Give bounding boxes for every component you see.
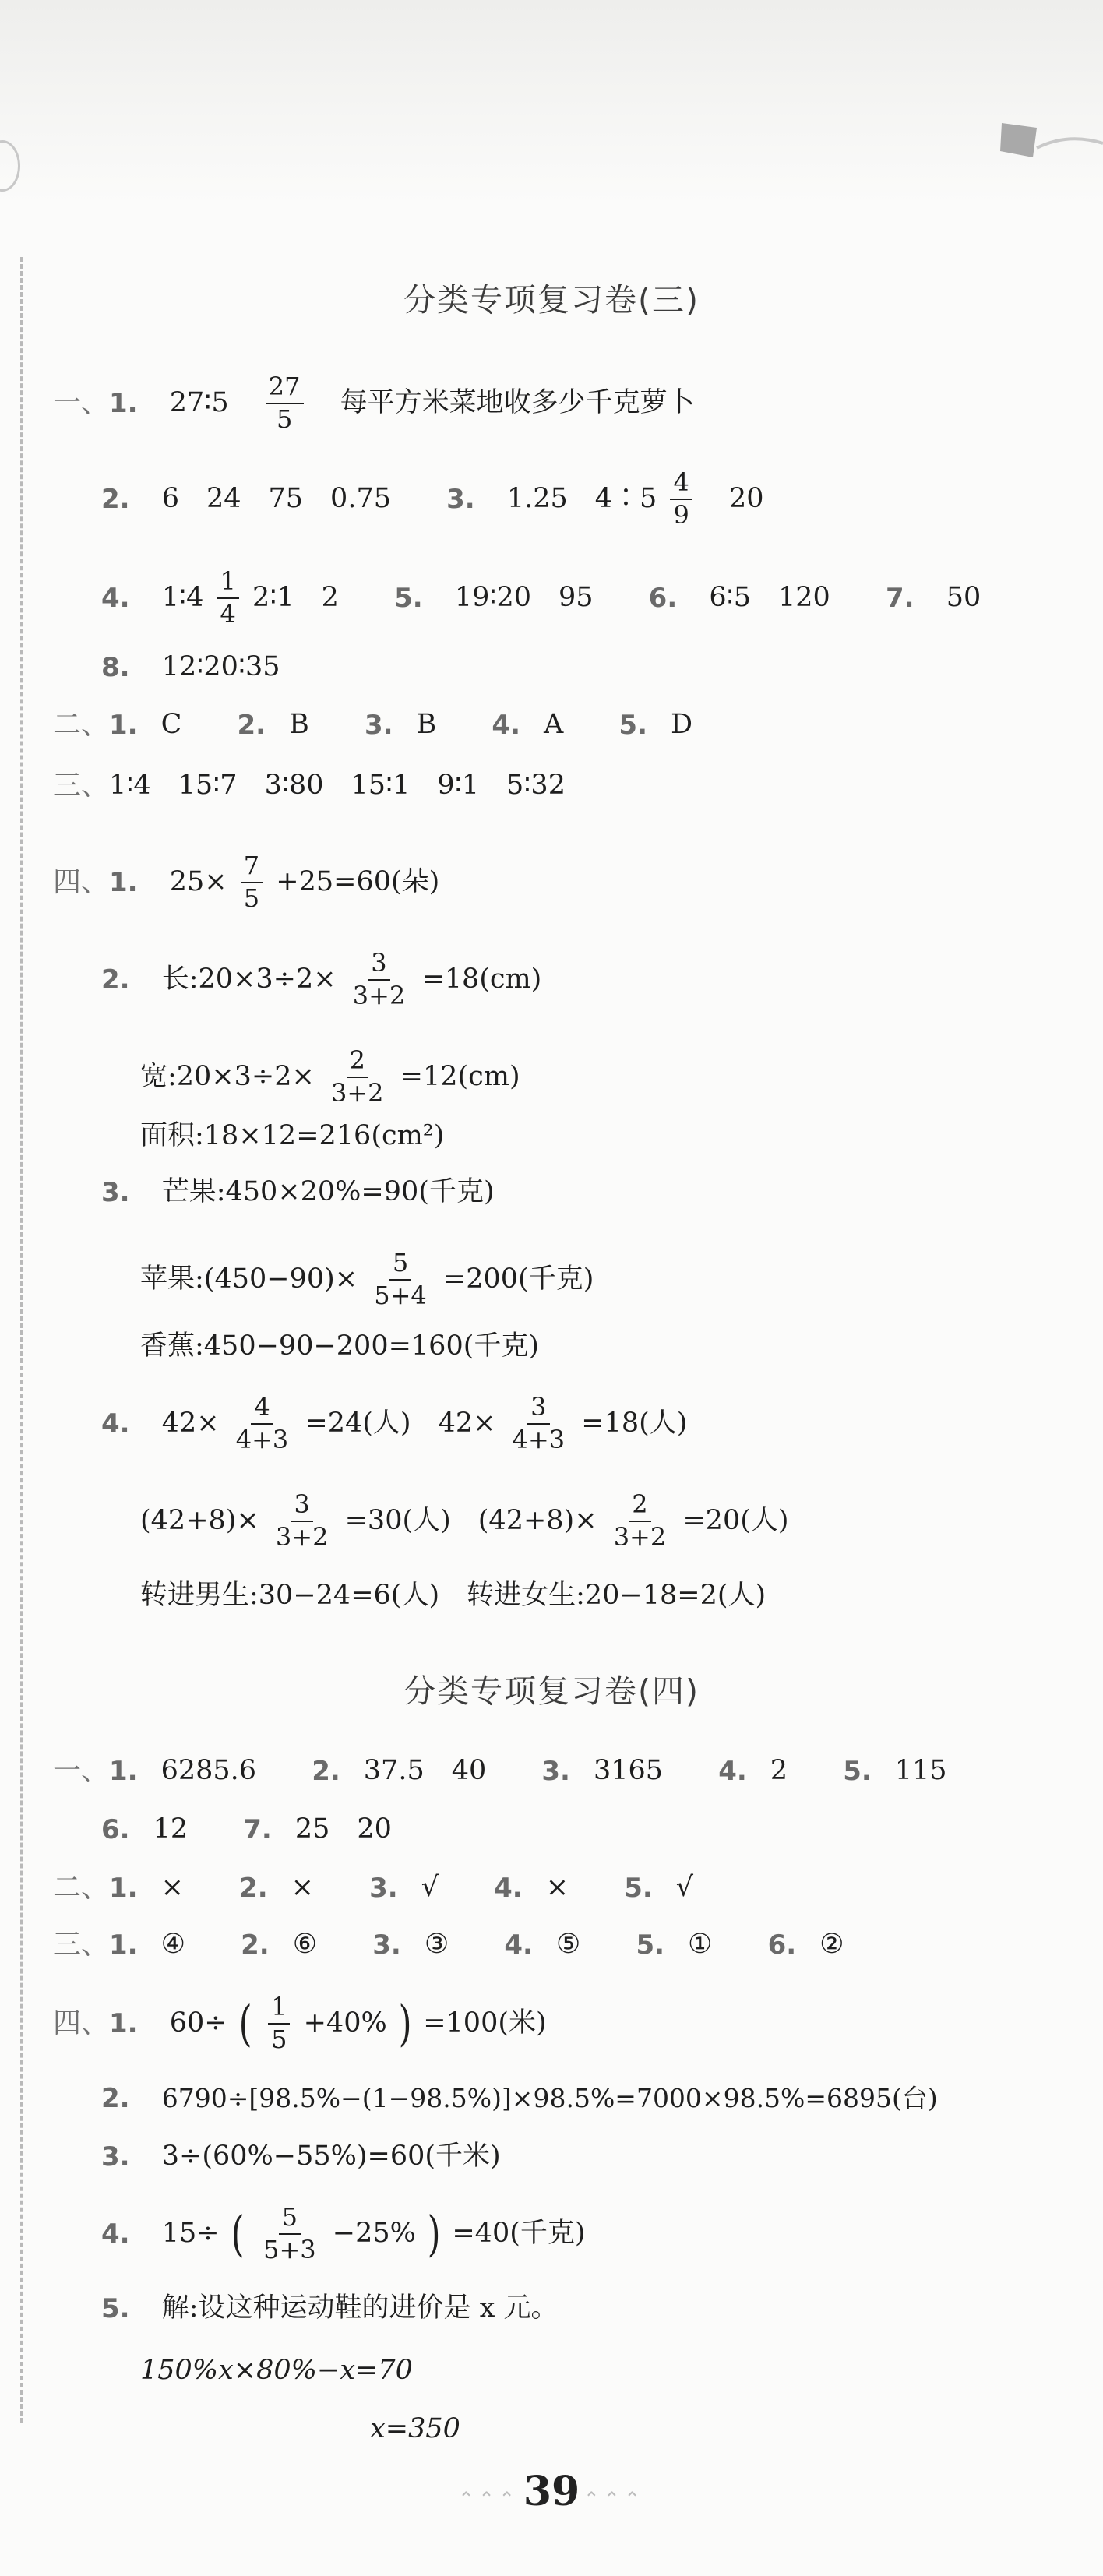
expr-text: =18(人) [581,1408,688,1440]
answer-text: 20 [728,483,764,515]
answer-text: √ [421,1872,439,1903]
expr-text: 转进男生:30−24=6(人) 转进女生:20−18=2(人) [140,1580,766,1611]
expr-text: 宽:20×3÷2× [140,1061,315,1093]
answer-text: B [289,709,309,740]
q-number: 4. [492,709,520,741]
part-marker: 二、 [53,708,110,741]
answer-line-3-4-2a [101,950,541,1009]
q-number: 5. [394,582,423,614]
q-number: 3. [101,1176,130,1208]
answer-text: 1∶4 15∶7 3∶80 15∶1 9∶1 5∶32 [109,770,566,801]
q-number: 3. [541,1755,570,1787]
q-number: 5. [636,1929,665,1961]
q-number: 2. [101,964,130,996]
expr-text: (42+8)× [140,1505,259,1537]
part-marker: 一、 [53,386,110,419]
expr-text: 苹果:(450−90)× [140,1263,358,1295]
part-marker: 三、 [53,1928,110,1961]
answer-text: 50 [946,582,981,614]
fraction: $\frac{7}{5}$ [241,853,263,911]
answer-text: ⑤ [555,1929,581,1960]
q-number: 1. [109,2007,138,2039]
expr-text: 150%x×80%−x=70 [140,2355,413,2386]
answer-line-3-4-3b [140,1250,594,1309]
q-number: 2. [239,1872,268,1904]
expr-text: 长:20×3÷2× [161,964,337,996]
expr-text: 15÷ [161,2218,220,2250]
section-title-4: 分类专项复习卷(四) [403,1672,700,1710]
q-number: 6. [767,1929,797,1961]
fraction: $\frac{1}{5}$ [268,1994,290,2053]
answer-line-4-2 [53,1873,693,1902]
answer-text: B [416,709,437,740]
part-marker: 四、 [53,2007,110,2039]
answer-line-4-4-4 [101,2204,586,2263]
answer-line-4-1b [101,1815,392,1843]
answer-line-3-4-1 [53,853,439,911]
q-number: 1. [109,866,138,898]
dashed-margin-rule [20,257,23,2423]
answer-text: 12∶20∶35 [161,651,280,682]
answer-text: 2∶1 2 [252,582,339,614]
expr-text: 香蕉:450−90−200=160(千克) [140,1330,540,1362]
answer-line-3-1-1 [53,374,695,432]
expr-text: 芒果:450×20%=90(千克) [161,1176,495,1207]
expr-text: 25× [169,866,227,898]
expr-text: 面积:18×12=216(cm²) [140,1120,445,1151]
expr-text: =40(千克) [452,2218,586,2250]
q-number: 1. [109,1755,138,1787]
expr-text: =18(cm) [421,964,542,996]
q-number: 4. [718,1755,747,1787]
answer-text: 每平方米菜地收多少千克萝卜 [340,387,695,419]
answer-text: D [671,709,693,740]
answer-text: A [544,709,564,740]
fraction: $\frac{3}{4+3}$ [512,1392,566,1454]
answer-line-3-4-4b [140,1489,789,1552]
q-number: 3. [372,1929,401,1961]
answer-line-3-4-2b [140,1045,520,1108]
expr-text: =100(米) [423,2007,547,2039]
page-number: 39 [523,2468,580,2515]
answer-text: 1∶4 [161,582,204,614]
q-number: 8. [101,651,130,683]
answer-text: × [291,1872,314,1903]
answer-text: 1.25 4∶5 [506,483,657,515]
answer-line-3-4-4c [140,1581,766,1609]
fraction: $\frac{4}{9}$ [670,470,692,528]
expr-text: =30(人) (42+8)× [344,1505,597,1537]
page-top-shadow [0,0,1103,203]
expr-text: +40% [303,2007,387,2039]
expr-text: 60÷ [169,2007,227,2039]
q-number: 4. [101,1408,130,1440]
q-number: 5. [618,709,647,741]
part-marker: 二、 [53,1871,110,1904]
fraction: $\frac{3}{3+2}$ [352,948,406,1010]
page-curl-decoration [994,117,1103,164]
answer-line-3-4-3a [101,1178,495,1206]
fraction: $\frac{2}{3+2}$ [613,1489,667,1552]
answer-text: √ [675,1872,694,1903]
q-number: 1. [109,709,138,741]
q-number: 7. [885,582,914,614]
answer-text: 2 [770,1755,788,1786]
answer-line-3-3 [53,771,566,800]
q-number: 2. [237,709,266,741]
answer-text: 115 [894,1755,947,1786]
q-number: 1. [109,1929,138,1961]
answer-text: × [545,1872,569,1903]
expr-text: =24(人) 42× [305,1408,496,1440]
answer-text: 12 [153,1813,189,1845]
expr-text: 42× [161,1408,220,1440]
fraction: $\frac{2}{3+2}$ [330,1045,384,1108]
footer-ornament-left: ⌃⌃⌃ [458,2488,520,2510]
expr-text: −25% [332,2218,416,2250]
answer-text: 27∶5 [169,387,229,419]
big-paren-left: ( [238,1994,252,2052]
expr-text: +25=60(朵) [276,866,440,898]
answer-line-3-4-2c [140,1122,444,1150]
answer-line-4-4-1 [53,1994,547,2053]
answer-text: C [160,709,182,740]
fraction: $\frac{3}{3+2}$ [275,1489,329,1552]
q-number: 3. [364,709,393,741]
part-marker: 三、 [53,769,110,802]
q-number: 5. [101,2292,130,2324]
q-number: 2. [101,2082,130,2114]
q-number: 3. [446,483,475,515]
answer-text: ① [688,1929,713,1960]
q-number: 1. [109,387,138,419]
answer-text: 25 20 [294,1813,392,1845]
answer-line-4-1a [53,1754,947,1787]
section-title-3: 分类专项复习卷(三) [403,281,700,319]
footer-ornament-right: ⌃⌃⌃ [583,2488,645,2510]
q-number: 4. [504,1929,533,1961]
answer-line-3-4-4a [101,1394,687,1453]
answer-text: 6∶5 120 [709,582,830,614]
q-number: 3. [369,1872,398,1904]
fraction: $\frac{1}{4}$ [217,569,239,627]
expr-text: 解:设这种运动鞋的进价是 x 元。 [161,2292,559,2324]
answer-line-3-2 [53,710,692,739]
answer-text: 3165 [593,1755,664,1786]
answer-line-3-4-3c [140,1332,539,1360]
expr-text: x=350 [370,2413,460,2444]
expr-text: 6790÷[98.5%−(1−98.5%)]×98.5%=7000×98.5%=6895(台) [161,2083,938,2113]
expr-text: =200(千克) [442,1263,594,1295]
answer-text: ③ [424,1929,449,1960]
answer-text: ④ [160,1929,185,1960]
answer-line-4-4-5c [370,2415,460,2443]
big-paren-right: ) [427,2204,441,2262]
q-number: 2. [101,483,130,515]
answer-line-4-3 [53,1930,844,1959]
big-paren-left: ( [231,2204,245,2262]
answer-text: 6285.6 [160,1755,257,1786]
answer-text: 19∶20 95 [454,582,594,614]
q-number: 7. [243,1813,272,1845]
answer-text: × [160,1872,184,1903]
part-marker: 四、 [53,865,110,898]
answer-text: ⑥ [292,1929,318,1960]
answer-line-4-4-5a [101,2294,559,2322]
answer-line-3-1-8 [101,653,280,681]
answer-text: 37.5 40 [363,1755,487,1786]
fraction: $\frac{5}{5+4}$ [374,1248,427,1310]
q-number: 5. [624,1872,653,1904]
page-footer [0,2468,1103,2515]
big-paren-right: ) [398,1994,412,2052]
fraction: $\frac{5}{5+3}$ [263,2202,316,2264]
q-number: 1. [109,1872,138,1904]
q-number: 4. [494,1872,523,1904]
answer-line-4-4-3 [101,2141,501,2173]
q-number: 6. [101,1813,130,1845]
q-number: 4. [101,582,130,614]
q-number: 2. [241,1929,270,1961]
answer-line-3-1-2 [101,467,764,530]
answer-line-4-4-2 [101,2084,938,2112]
fraction: $\frac{27}{5}$ [266,374,304,432]
answer-line-3-1-4 [101,566,981,629]
part-marker: 一、 [53,1754,110,1787]
fraction: $\frac{4}{4+3}$ [235,1392,289,1454]
q-number: 5. [843,1755,872,1787]
q-number: 3. [101,2141,130,2173]
answer-text: ② [819,1929,844,1960]
expr-text: =12(cm) [400,1061,520,1093]
q-number: 2. [312,1755,340,1787]
q-number: 4. [101,2218,130,2250]
expr-text: =20(人) [682,1505,789,1537]
answer-text: 6 24 75 0.75 [161,483,391,515]
q-number: 6. [648,582,678,614]
answer-line-4-4-5b [140,2356,413,2384]
expr-text: 3÷(60%−55%)=60(千米) [161,2141,501,2172]
